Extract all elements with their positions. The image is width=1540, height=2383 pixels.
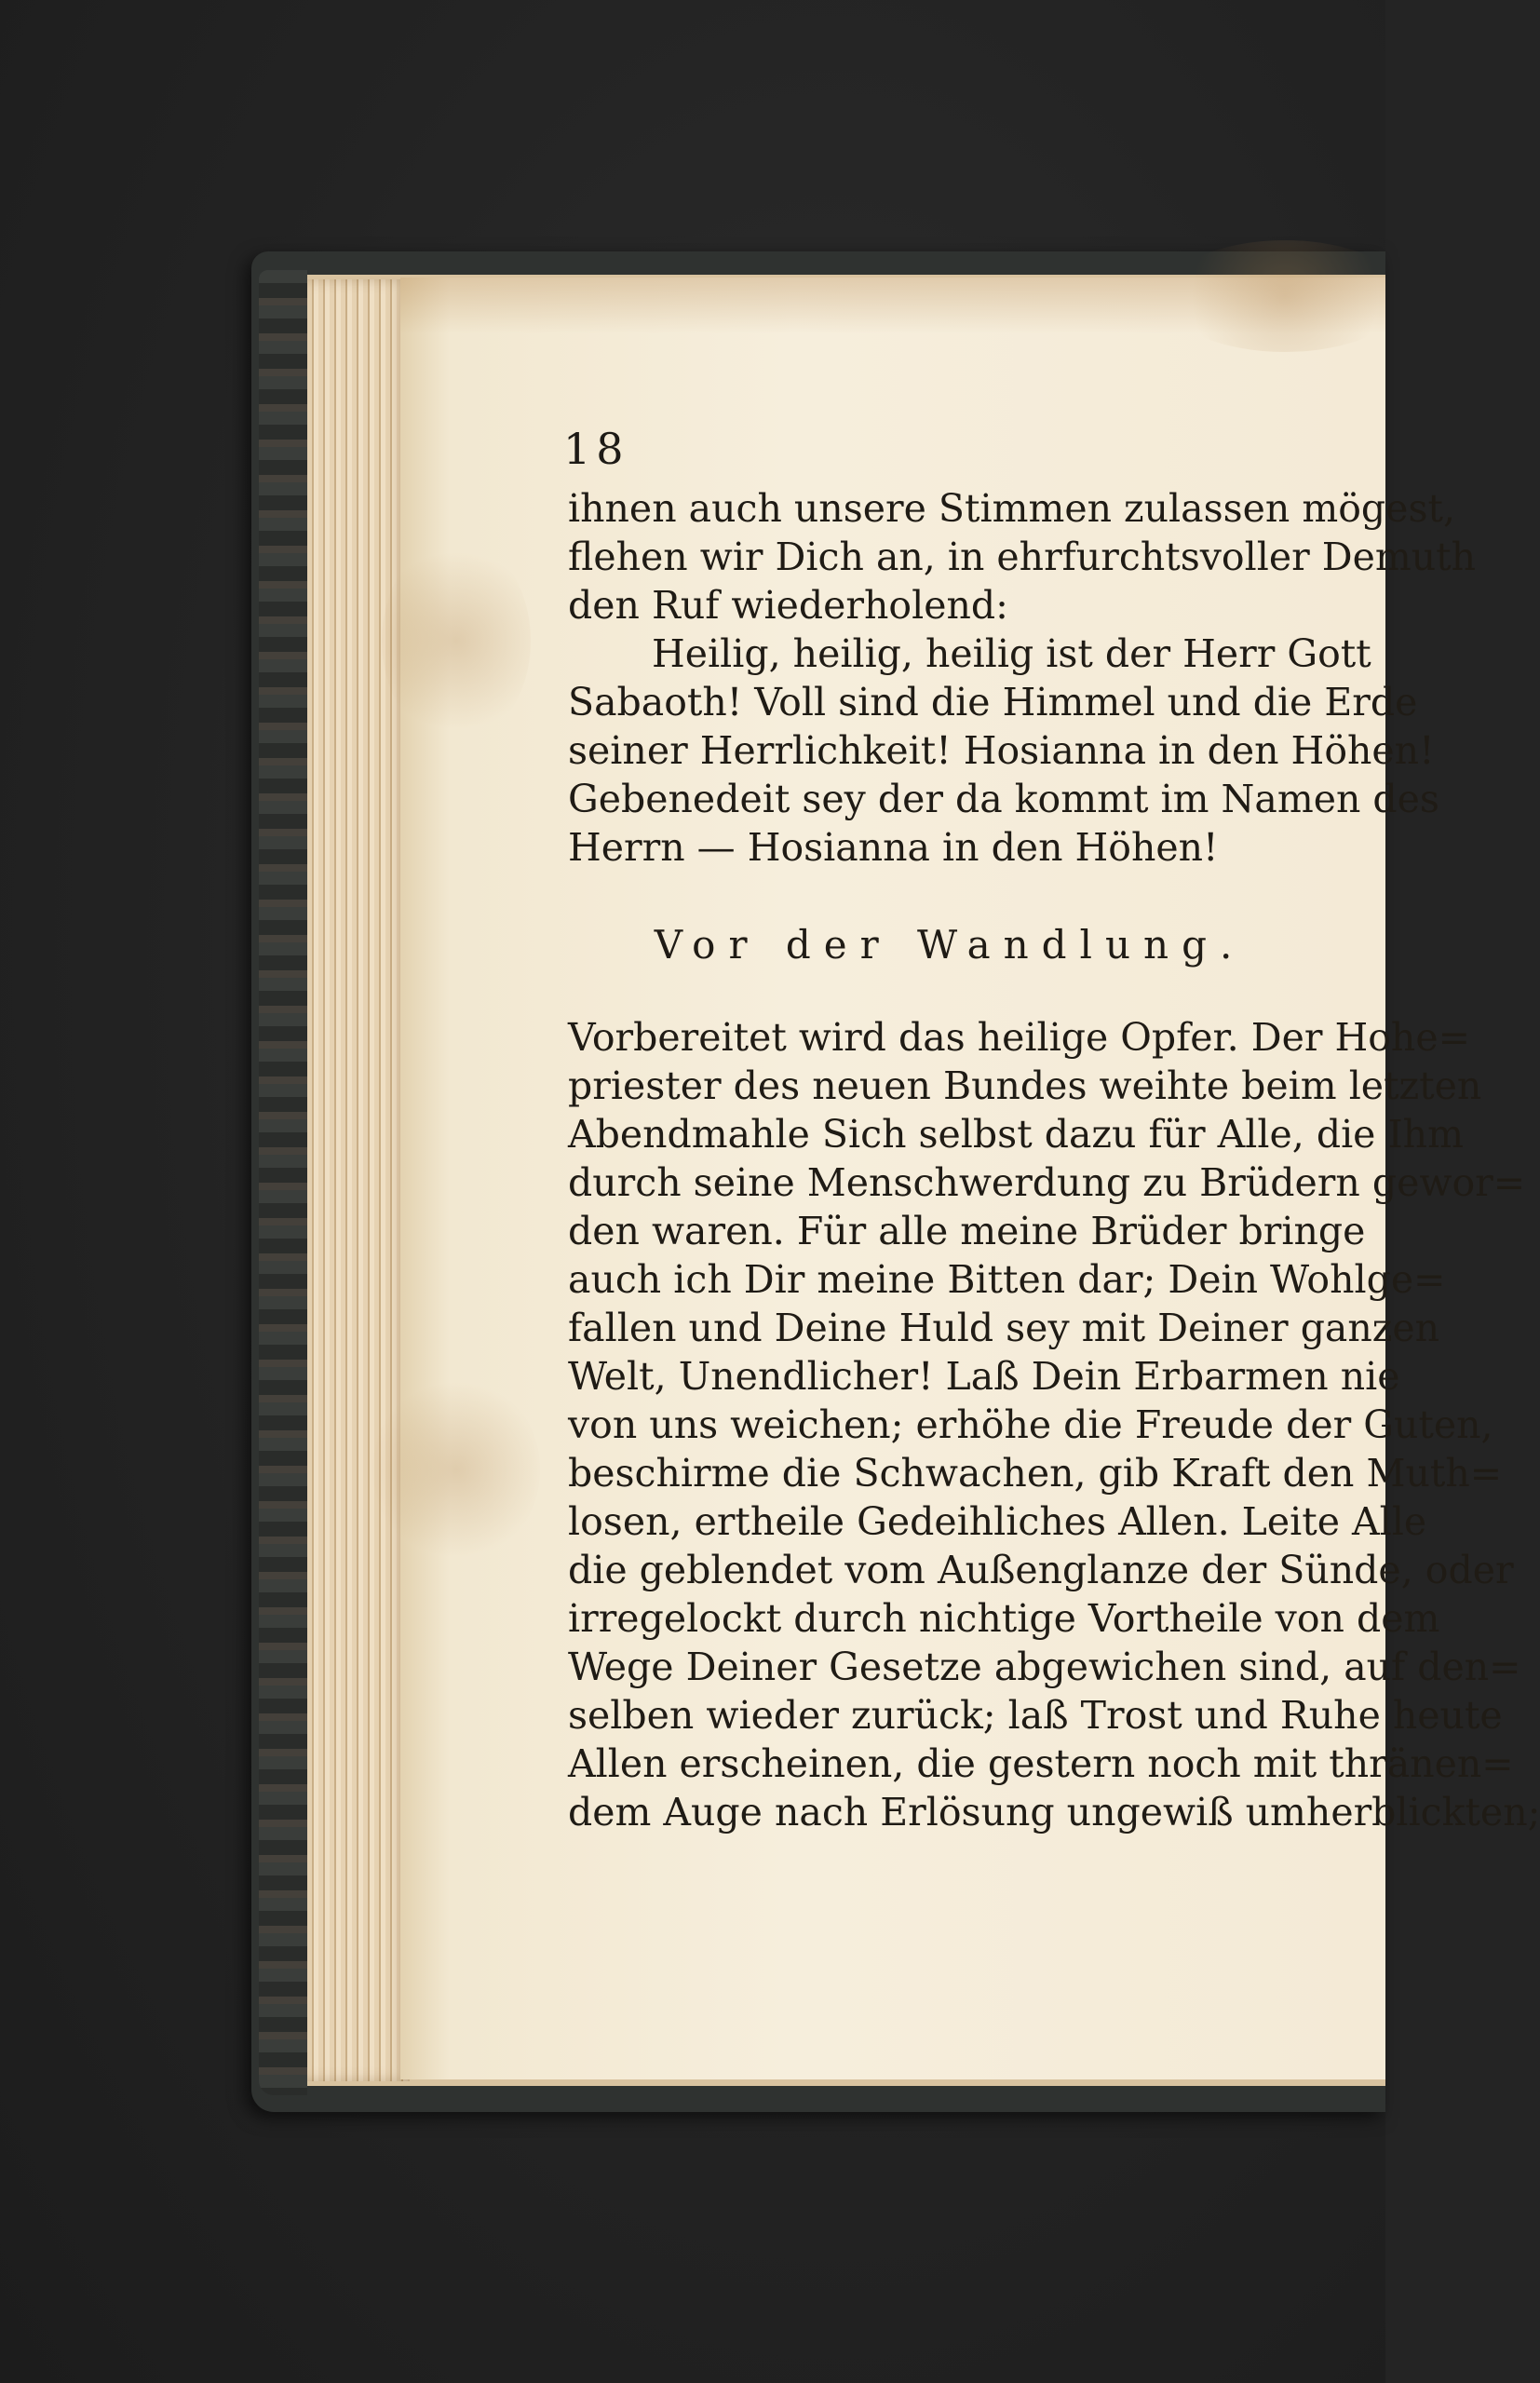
text-line: von uns weichen; erhöhe die Freude der Guten, (568, 1402, 1493, 1447)
text-line: beschirme die Schwachen, gib Kraft den Muth= (568, 1451, 1503, 1496)
text-line: auch ich Dir meine Bitten dar; Dein Wohlge= (568, 1257, 1446, 1302)
text-line: die geblendet vom Außenglanze der Sünde, oder (568, 1548, 1514, 1592)
text-line: Vorbereitet wird das heilige Opfer. Der Hohe= (568, 1015, 1470, 1060)
book-spine-edge (259, 270, 307, 2095)
text-line: Abendmahle Sich selbst dazu für Alle, die Ihm (568, 1112, 1464, 1157)
page-number: 18 (563, 424, 629, 474)
text-line: Herrn — Hosianna in den Höhen! (568, 825, 1219, 870)
text-line: Sabaoth! Voll sind die Himmel und die Erde (568, 680, 1418, 724)
text-line: selben wieder zurück; laß Trost und Ruhe heute (568, 1693, 1503, 1738)
text-line: Welt, Unendlicher! Laß Dein Erbarmen nie (568, 1354, 1400, 1399)
text-line: Wege Deiner Gesetze abgewichen sind, auf den= (568, 1645, 1521, 1689)
text-line: losen, ertheile Gedeihliches Allen. Leite Alle (568, 1499, 1427, 1544)
text-line: flehen wir Dich an, in ehrfurchtsvoller Demuth (568, 535, 1477, 579)
section-heading: Vor der Wandlung. (654, 922, 1246, 968)
text-line: den Ruf wiederholend: (568, 583, 1008, 628)
paper-stain (382, 538, 531, 743)
text-line: durch seine Menschwerdung zu Brüdern gewor= (568, 1160, 1526, 1205)
text-line: fallen und Deine Huld sey mit Deiner ganzen (568, 1306, 1440, 1350)
text-line: Gebenedeit sey der da kommt im Namen des (568, 777, 1439, 821)
text-line: seiner Herrlichkeit! Hosianna in den Höhen! (568, 728, 1435, 773)
text-line: irregelockt durch nichtige Vortheile von dem (568, 1596, 1440, 1641)
text-line: ihnen auch unsere Stimmen zulassen mögest, (568, 486, 1455, 531)
text-line: Heilig, heilig, heilig ist der Herr Gott (652, 631, 1371, 676)
paper-stain (1164, 240, 1406, 352)
text-line: Allen erscheinen, die gestern noch mit thränen= (568, 1741, 1514, 1786)
page-edges (307, 279, 410, 2081)
paper-stain (372, 1376, 540, 1563)
text-line: priester des neuen Bundes weihte beim letzten (568, 1063, 1482, 1108)
text-line: den waren. Für alle meine Brüder bringe (568, 1209, 1366, 1253)
text-line: dem Auge nach Erlösung ungewiß umherblickten; (568, 1790, 1540, 1835)
